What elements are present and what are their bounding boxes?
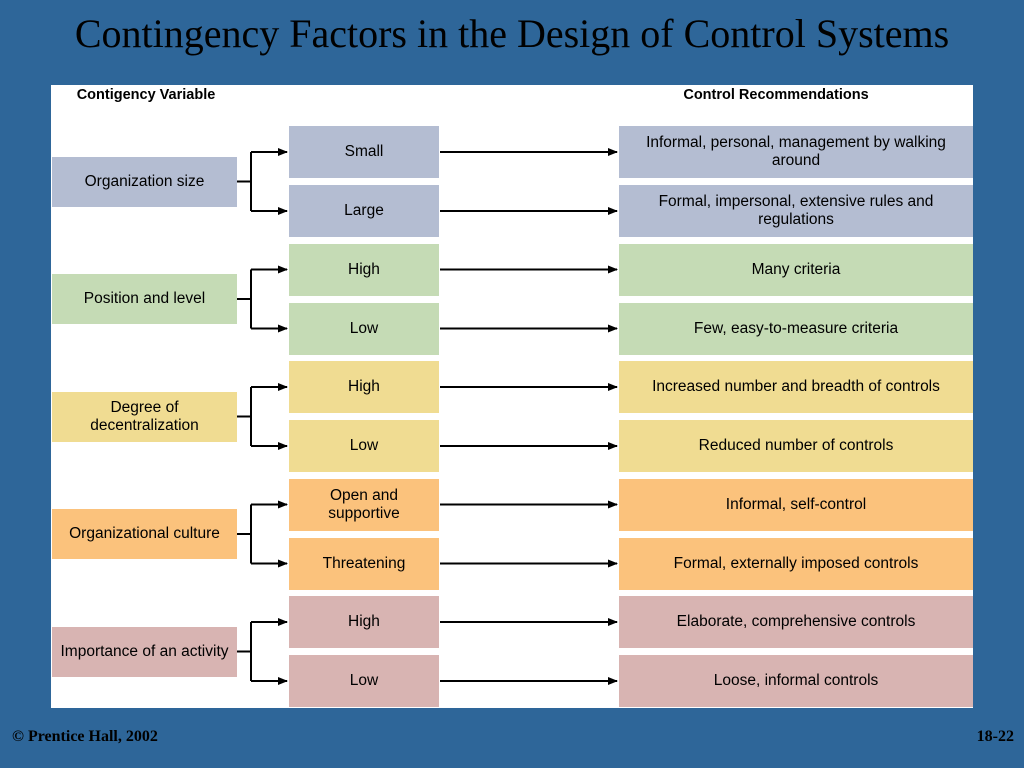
diagram-panel <box>51 85 973 708</box>
slide-title: Contingency Factors in the Design of Control Systems <box>74 11 950 56</box>
slide-number: 18-22 <box>976 728 1014 745</box>
level-box: Low <box>289 420 439 472</box>
level-box: Open and supportive <box>289 479 439 531</box>
recommendation-box: Formal, impersonal, extensive rules and regulations <box>619 185 973 237</box>
level-box: Small <box>289 126 439 178</box>
level-box: Large <box>289 185 439 237</box>
recommendation-box: Increased number and breadth of controls <box>619 361 973 413</box>
recommendation-box: Elaborate, comprehensive controls <box>619 596 973 648</box>
variable-box: Degree of decentralization <box>52 392 237 442</box>
level-box: Low <box>289 303 439 355</box>
level-box: High <box>289 596 439 648</box>
recommendation-box: Few, easy-to-measure criteria <box>619 303 973 355</box>
recommendation-box: Reduced number of controls <box>619 420 973 472</box>
recommendation-box: Formal, externally imposed controls <box>619 538 973 590</box>
copyright-footer: © Prentice Hall, 2002 <box>12 728 158 745</box>
recommendation-box: Informal, personal, management by walking around <box>619 126 973 178</box>
variable-box: Importance of an activity <box>52 627 237 677</box>
recommendation-box: Loose, informal controls <box>619 655 973 707</box>
variable-box: Position and level <box>52 274 237 324</box>
variable-box: Organizational culture <box>52 509 237 559</box>
level-box: High <box>289 244 439 296</box>
recommendation-box: Many criteria <box>619 244 973 296</box>
header-contingency-variable: Contigency Variable <box>76 87 216 103</box>
header-control-recommendations: Control Recommendations <box>683 87 869 103</box>
recommendation-box: Informal, self-control <box>619 479 973 531</box>
level-box: Low <box>289 655 439 707</box>
level-box: Threatening <box>289 538 439 590</box>
level-box: High <box>289 361 439 413</box>
variable-box: Organization size <box>52 157 237 207</box>
